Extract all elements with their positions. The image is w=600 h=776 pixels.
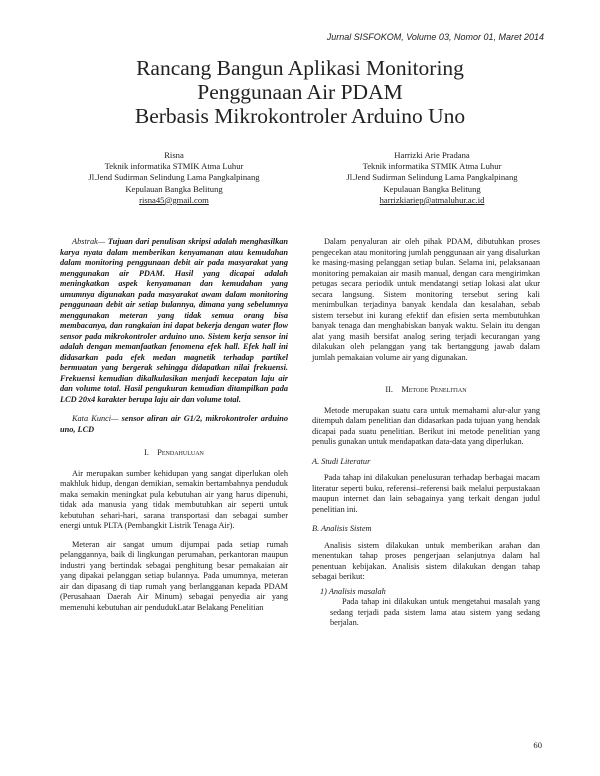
author-block-1 (54, 150, 294, 206)
author-region: Kepulauan Bangka Belitung (383, 183, 481, 194)
author-block-2 (312, 150, 552, 206)
section-number: I. (144, 448, 149, 457)
page-number: 60 (533, 740, 542, 750)
keywords (60, 414, 288, 435)
keywords-label: Kata Kunci— (72, 414, 119, 423)
subsubsection-heading-1: 1) Analisis masalah (320, 586, 386, 596)
left-column (60, 237, 288, 613)
section-heading-2 (312, 385, 540, 396)
subsection-heading-a: A. Studi Literatur (312, 456, 371, 466)
author-email-link[interactable]: risna45@gmail.com (139, 194, 209, 205)
journal-header: Jurnal SISFOKOM, Volume 03, Nomor 01, Maret 2014 (326, 32, 544, 42)
abstract (60, 237, 288, 405)
problem-analysis-paragraph: Pada tahap ini dilakukan untuk mengetahui masalah yang sedang terjadi pada sistem lama atau sistem yang sedang berjalan. (330, 597, 540, 627)
method-paragraph: Metode merupakan suatu cara untuk memahami alur-alur yang ditempuh dalam penelitian dan didasarkan pada tujuan yang hendak dicapai pada suatu penelitian. Berikut ini metode penelitian yang penulis gunakan untuk mendapatkan data-data yang diperlukan. (312, 405, 540, 446)
author-address: Jl.Jend Sudirman Selindung Lama Pangkalpinang (88, 172, 260, 183)
section-title: Metode Penelitian (401, 385, 467, 394)
literature-paragraph: Pada tahap ini dilakukan penelusuran terhadap berbagai macam literatur seperti buku, referensi–referensi baik melalui perpustakaan maupun internet dan lain sebagainya yang terkait dengan judul penelitian ini. (312, 473, 540, 514)
abstract-text: Tujuan dari penulisan skripsi adalah menghasilkan karya nyata dalam memberikan kenyamanan atau kemudahan dalam monitoring penggunaan debit air pada masyarakat yang menggunakan air PDAM. Hasil yang dicapai adalah meningkatkan aspek kenyamanan dan kemudahan yang umumnya digunakan pada masyarakat awam dalam monitoring penggunaan debit air setiap bulannya, dimana yang sebelumnya menggunakan meteran yang tidak semua orang bisa membacanya, dan rangkaian ini dapat bekerja dengan water flow sensor pada mikrokontroler arduino uno. Sistem kerja sensor ini adalah dengan memanfaatkan fenomena efek hall. Efek hall ini didasarkan pada efek medan magnetik terhadap partikel bermuatan yang bergerak sehingga didapatkan nilai frekuensi. Frekuensi kemudian dikalkulasikan menjadi kecepatan laju air dan volume total. Hasil pengukuran kemudian ditampilkan pada LCD 20x4 karakter berupa laju air dan volume total. (60, 237, 288, 404)
title-line-3: Berbasis Mikrokontroler Arduino Uno (134, 104, 466, 128)
subsection-heading-b: B. Analisis Sistem (312, 524, 372, 533)
author-affiliation: Teknik informatika STMIK Atma Luhur (362, 161, 502, 172)
intro-paragraph-1: Air merupakan sumber kehidupan yang sangat diperlukan oleh makhluk hidup, dengan demikian, semakin bertambahnya penduduk maka semakin meningkat pula kebutuhan air yang harus dipenuhi, tidak ada manusia yang tidak membutuhkan air seperti untuk kebutuhan sehari-hari, sarana transportasi dan sebagai sumber energi untuk PLTA (Pembangkit Listrik Tenaga Air). (60, 468, 288, 530)
section-number: II. (385, 385, 394, 394)
analysis-paragraph: Analisis sistem dilakukan untuk memberikan arahan dan menentukan tahap proses pengerjaan selanjutnya dalam hal penentuan kebijakan. Analisis sistem dilakukan dengan tahap sebagai berikut: (312, 540, 540, 581)
author-name: Risna (164, 150, 184, 160)
author-name: Harrizki Arie Pradana (394, 150, 470, 160)
author-affiliation: Teknik informatika STMIK Atma Luhur (104, 161, 244, 172)
author-region: Kepulauan Bangka Belitung (125, 183, 223, 194)
right-column (312, 237, 540, 629)
abstract-label: Abstrak— (72, 237, 106, 246)
intro-paragraph-2: Meteran air sangat umum dijumpai pada setiap rumah pelanggannya, baik di lingkungan perumahan, perkantoran maupun industri yang bertindak sebagai penghitung besar pemakaian air yang dipakai pelanggan setiap bulannya. Pada umumnya, meteran air dan dipasang di tiap rumah yang berlangganan kepada PDAM (Perusahaan Daerah Air Minum) sebagai penyedia air yang memenuhi kebutuhan air pendudukLatar Belakang Penelitian (60, 539, 288, 612)
author-address: Jl.Jend Sudirman Selindung Lama Pangkalpinang (346, 172, 518, 183)
section-title: Pendahuluan (157, 448, 204, 457)
title-line-2: Penggunaan Air PDAM (197, 80, 403, 104)
section-heading-1 (60, 448, 288, 459)
intro-paragraph-3: Dalam penyaluran air oleh pihak PDAM, dibutuhkan proses pengecekan atau monitoring jumlah penggunaan air yang disalurkan ke masing-masing pelanggan setiap bulan. Selama ini, pelaksanaan monitoring pemakaian air masih manual, dengan cara mengirimkan petugas secara periodik untuk mendatangi setiap lokasi alat ukur secara langsung. Sistem monitoring tersebut sering kali menimbulkan terjadinya banyak kendala dan kesalahan, sebab sistem tersebut ini kurang efektif dan efisien serta membutuhkan banyak tenaga dan menghabiskan banyak waktu. Selain itu dengan alat yang masih bersifat analog sering terjadi kecurangan yang dilakukan oleh pelanggan yang tak bertanggung jawab dalam jumlah pemakaian volume air yang digunakan. (312, 237, 540, 362)
paper-title (0, 56, 600, 128)
author-email-link[interactable]: harrizkiariep@atmaluhur.ac.id (379, 194, 485, 205)
title-line-1: Rancang Bangun Aplikasi Monitoring (136, 56, 464, 80)
keywords-text: sensor aliran air G1/2, mikrokontroler arduino uno, LCD (60, 414, 289, 434)
